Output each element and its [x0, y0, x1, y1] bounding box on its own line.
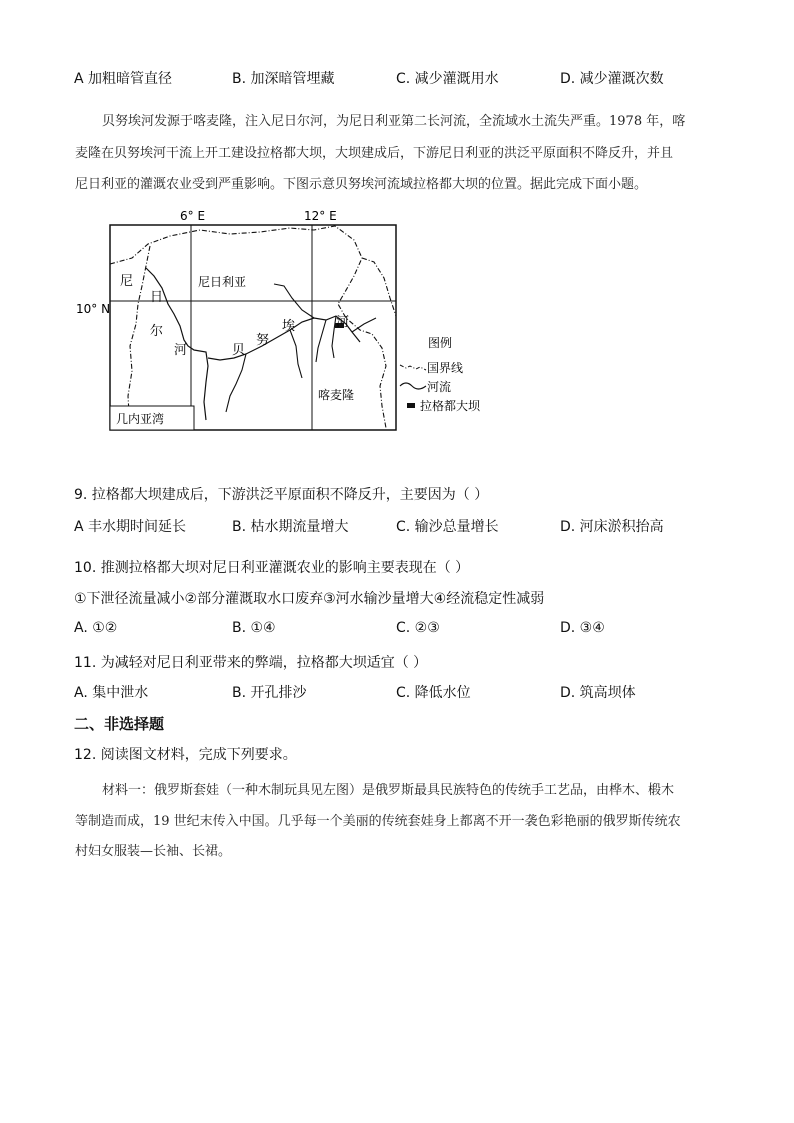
q8-option-c: C. 减少灌溉用水: [396, 71, 499, 87]
tributary-south-2: [316, 320, 326, 362]
legend-border-swatch: [400, 365, 426, 370]
tributary-south-1: [290, 330, 302, 378]
material1-line-2: 等制造而成，19 世纪末传入中国。几乎每一个美丽的传统套娃身上都离不开一袭色彩艳丽的俄罗斯传统农: [75, 814, 681, 829]
q10-option-a: A. ①②: [74, 620, 118, 636]
lat-label-10n: 10° N: [76, 302, 111, 316]
legend-river-swatch: [400, 383, 426, 389]
q11-stem: 11. 为减轻对尼日利亚带来的弊端，拉格都大坝适宜（ ）: [74, 655, 428, 671]
legend-river: 河流: [427, 380, 452, 394]
q10-option-b: B. ①④: [232, 620, 276, 636]
gulf-label: 几内亚湾: [116, 412, 165, 426]
q9-option-d: D. 河床淤积抬高: [560, 519, 664, 535]
q8-option-a: A 加粗暗管直径: [74, 71, 173, 87]
legend-title: 图例: [428, 336, 453, 350]
material1-line-1: 材料一：俄罗斯套娃（一种木制玩具见左图）是俄罗斯最具民族特色的传统手工艺品，由桦木、椴木: [102, 783, 675, 798]
benue-char-4: 河: [336, 315, 350, 330]
passage-line-3: 尼日利亚的灌溉农业受到严重影响。下图示意贝努埃河流域拉格都大坝的位置。据此完成下面小题。: [75, 177, 648, 192]
tributary-east: [352, 318, 376, 332]
lon-label-6e: 6° E: [180, 209, 206, 223]
q10-stem: 10. 推测拉格都大坝对尼日利亚灌溉农业的影响主要表现在（ ）: [74, 560, 470, 576]
niger-char-2: 日: [150, 290, 164, 305]
legend-border: 国界线: [427, 361, 464, 375]
q9-option-a: A 丰水期时间延长: [74, 519, 187, 535]
legend-dam-swatch: [407, 403, 415, 408]
q10-option-c: C. ②③: [396, 620, 440, 636]
material1-line-3: 村妇女服装—长袖、长裙。: [75, 844, 232, 859]
q10-statements: ①下泄径流量减小②部分灌溉取水口废弃③河水输沙量增大④经流稳定性减弱: [74, 591, 545, 607]
nigeria-label: 尼日利亚: [198, 275, 247, 289]
legend-dam: 拉格都大坝: [420, 399, 481, 413]
q11-option-d: D. 筑高坝体: [560, 685, 636, 701]
q9-option-b: B. 枯水期流量增大: [232, 519, 349, 535]
niger-char-4: 河: [174, 343, 188, 358]
benue-char-3: 埃: [282, 319, 296, 334]
benue-char-2: 努: [256, 333, 270, 348]
q10-option-d: D. ③④: [560, 620, 605, 636]
q9-option-c: C. 输沙总量增长: [396, 519, 499, 535]
tributary-south-west: [226, 354, 246, 412]
q12-stem: 12. 阅读图文材料，完成下列要求。: [74, 747, 297, 763]
niger-char-3: 尔: [150, 324, 164, 339]
q11-option-b: B. 开孔排沙: [232, 685, 307, 701]
passage-line-2: 麦隆在贝努埃河干流上开工建设拉格都大坝，大坝建成后，下游尼日利亚的洪泛平原面积不降反升，并且: [75, 146, 674, 161]
q8-option-b: B. 加深暗管埋藏: [232, 71, 335, 87]
lon-label-12e: 12° E: [304, 209, 337, 223]
q8-option-d: D. 减少灌溉次数: [560, 71, 664, 87]
section-2-title: 二、非选择题: [74, 715, 165, 733]
niger-char-1: 尼: [120, 274, 134, 289]
q9-stem: 9. 拉格都大坝建成后，下游洪泛平原面积不降反升，主要因为（ ）: [74, 487, 489, 503]
benue-river-map: [70, 206, 510, 434]
benue-char-1: 贝: [232, 343, 246, 358]
passage-line-1: 贝努埃河发源于喀麦隆，注入尼日尔河，为尼日利亚第二长河流，全流域水土流失严重。1978 年，喀: [102, 114, 686, 129]
q11-option-c: C. 降低水位: [396, 685, 471, 701]
q11-option-a: A. 集中泄水: [74, 685, 149, 701]
cameroon-label: 喀麦隆: [318, 388, 355, 402]
